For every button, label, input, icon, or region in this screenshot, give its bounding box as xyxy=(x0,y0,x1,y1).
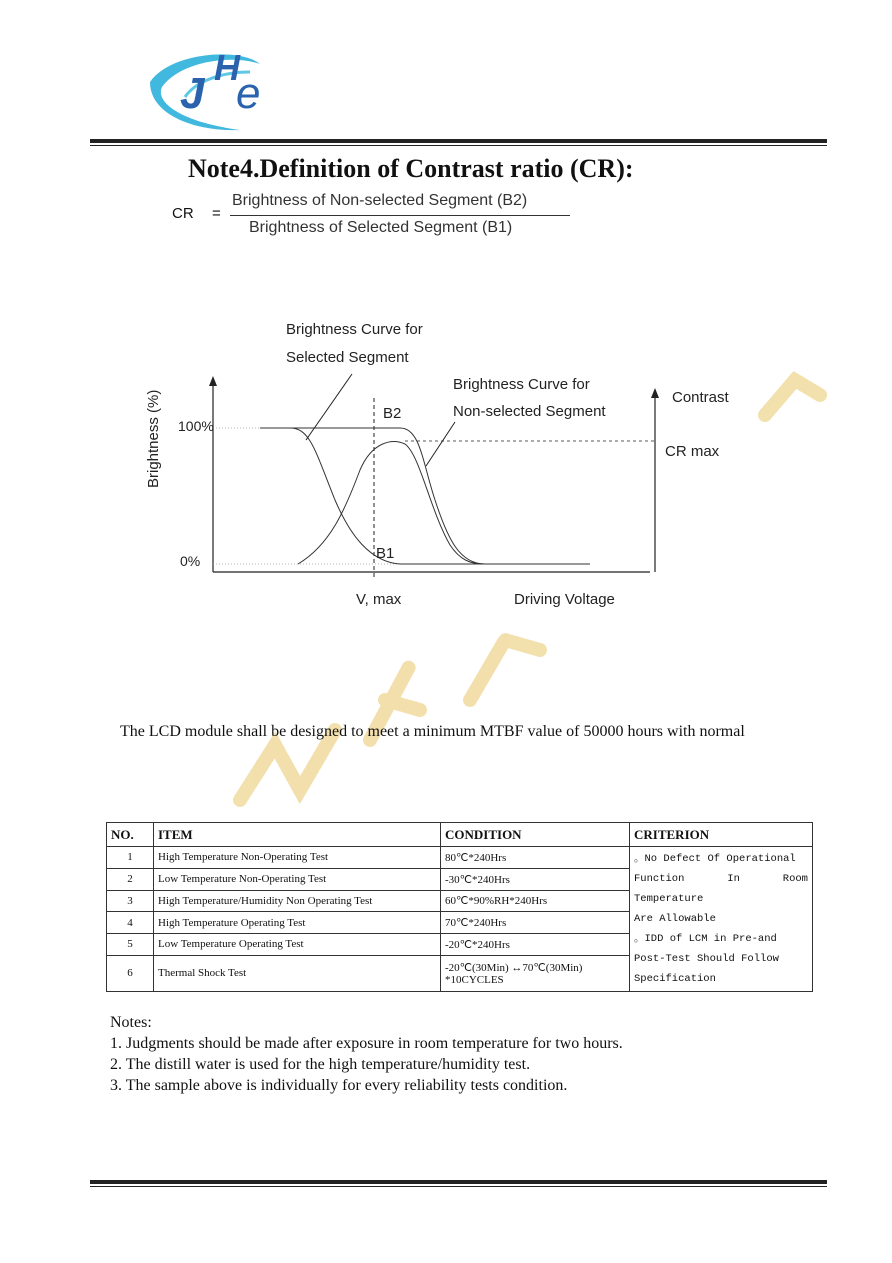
logo-h: H xyxy=(214,47,240,88)
row-no: 1 xyxy=(107,847,154,869)
annot-selected-1: Brightness Curve for xyxy=(286,321,423,338)
row-condition-line: *10CYCLES xyxy=(445,973,504,986)
formula-label: CR xyxy=(172,205,194,222)
header-condition: CONDITION xyxy=(441,823,630,847)
jhe-logo xyxy=(140,42,330,137)
contrast-axis-arrow xyxy=(651,388,659,398)
leader-nonselected xyxy=(426,422,455,466)
y-axis-arrow xyxy=(209,376,217,386)
criterion-line: Function In Room Temperature xyxy=(634,873,808,905)
row-item: Low Temperature Operating Test xyxy=(154,934,441,956)
table-header-row xyxy=(107,823,813,847)
leader-selected xyxy=(306,374,352,440)
row-item: High Temperature Operating Test xyxy=(154,912,441,934)
page-title: Note4.Definition of Contrast ratio (CR): xyxy=(188,154,634,183)
tick-100: 100% xyxy=(178,418,214,434)
annot-selected-2: Selected Segment xyxy=(286,349,409,366)
header-rule xyxy=(90,139,827,143)
criterion-line: Post-Test Should Follow xyxy=(634,953,779,965)
criterion-cell xyxy=(630,847,813,992)
tick-0: 0% xyxy=(180,553,201,569)
mtbf-statement: The LCD module shall be designed to meet a minimum MTBF value of 50000 hours with normal xyxy=(120,723,745,740)
fraction-bar xyxy=(230,215,570,216)
row-no: 3 xyxy=(107,890,154,912)
annot-nonselected-1: Brightness Curve for xyxy=(453,376,590,393)
row-condition-line: -20℃(30Min) ↔70℃(30Min) xyxy=(445,961,583,974)
brightness-chart xyxy=(130,310,780,620)
row-item: High Temperature Non-Operating Test xyxy=(154,847,441,869)
row-condition: 60℃*90%RH*240Hrs xyxy=(441,890,630,912)
header-criterion: CRITERION xyxy=(630,823,813,847)
note-item: 1. Judgments should be made after exposure in room temperature for two hours. xyxy=(110,1035,623,1052)
nonselected-curve xyxy=(260,428,590,564)
annot-b2: B2 xyxy=(383,405,402,422)
row-item: Low Temperature Non-Operating Test xyxy=(154,868,441,890)
header-rule-thin xyxy=(90,145,827,146)
x-label-vmax: V, max xyxy=(356,591,402,608)
table-row xyxy=(107,847,813,869)
row-item: High Temperature/Humidity Non Operating Test xyxy=(154,890,441,912)
row-no: 4 xyxy=(107,912,154,934)
annot-crmax: CR max xyxy=(665,443,720,460)
annot-nonselected-2: Non-selected Segment xyxy=(453,403,606,420)
annot-b1: B1 xyxy=(376,545,395,562)
watermark-letter-l xyxy=(470,640,540,700)
row-item: Thermal Shock Test xyxy=(154,955,441,991)
row-no: 2 xyxy=(107,868,154,890)
logo-j: J xyxy=(180,69,205,118)
row-condition: -20℃*240Hrs xyxy=(441,934,630,956)
note-item: 3. The sample above is individually for every reliability tests condition. xyxy=(110,1077,568,1094)
criterion-line: 。IDD of LCM in Pre-and xyxy=(634,933,777,945)
row-condition: 80℃*240Hrs xyxy=(441,847,630,869)
notes-section xyxy=(110,1012,623,1096)
selected-curve xyxy=(260,428,590,564)
row-condition: -30℃*240Hrs xyxy=(441,868,630,890)
notes-heading: Notes: xyxy=(110,1014,152,1031)
formula-numerator: Brightness of Non-selected Segment (B2) xyxy=(232,192,528,209)
reliability-table xyxy=(106,822,813,992)
row-condition: 70℃*240Hrs xyxy=(441,912,630,934)
row-condition xyxy=(441,955,630,991)
logo-e: e xyxy=(236,69,261,118)
row-no: 5 xyxy=(107,934,154,956)
criterion-line: Are Allowable xyxy=(634,913,716,925)
criterion-line: Specification xyxy=(634,973,716,985)
annot-contrast: Contrast xyxy=(672,389,729,406)
header-item: ITEM xyxy=(154,823,441,847)
formula-denominator: Brightness of Selected Segment (B1) xyxy=(249,219,513,236)
criterion-line: 。No Defect Of Operational xyxy=(634,853,796,865)
footer-rule xyxy=(90,1180,827,1184)
x-label-driving: Driving Voltage xyxy=(514,591,615,608)
note-item: 2. The distill water is used for the high temperature/humidity test. xyxy=(110,1056,531,1073)
row-no: 6 xyxy=(107,955,154,991)
formula-equals: = xyxy=(212,205,221,222)
y-axis-label: Brightness (%) xyxy=(145,389,162,488)
footer-rule-thin xyxy=(90,1186,827,1187)
header-no: NO. xyxy=(107,823,154,847)
